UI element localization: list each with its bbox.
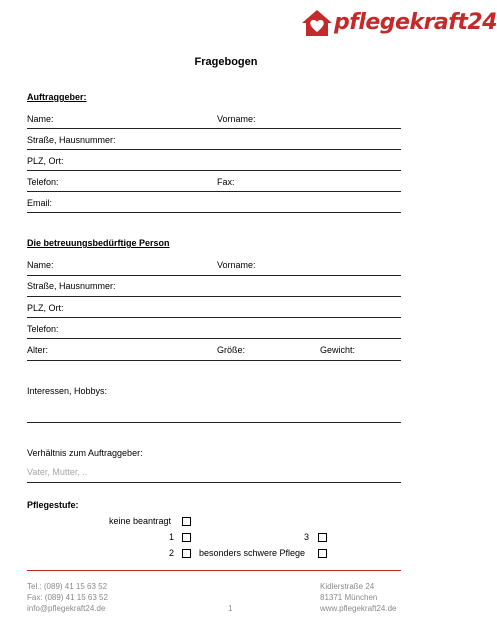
person-alter-line[interactable] xyxy=(27,360,401,361)
footer-web[interactable]: www.pflegekraft24.de xyxy=(320,604,397,613)
auftraggeber-email-line[interactable] xyxy=(27,212,401,213)
footer-tel: Tel.: (089) 41 15 63 52 xyxy=(27,582,108,591)
logo-text: pflegekraft24 xyxy=(334,10,497,35)
auftraggeber-name-label: Name: xyxy=(27,114,54,124)
auftraggeber-email-label: Email: xyxy=(27,198,53,208)
pflegestufe-2-label: 2 xyxy=(169,548,175,558)
auftraggeber-telefon-label: Telefon: xyxy=(27,177,59,187)
person-strasse-label: Straße, Hausnummer: xyxy=(27,281,116,291)
pflegestufe-3-checkbox[interactable] xyxy=(318,533,327,542)
person-interessen-line[interactable] xyxy=(27,422,401,423)
person-plz-label: PLZ, Ort: xyxy=(27,303,64,313)
auftraggeber-vorname-label: Vorname: xyxy=(217,114,256,124)
person-verhaeltnis-placeholder: Vater, Mutter, .. xyxy=(27,467,88,477)
person-vorname-label: Vorname: xyxy=(217,260,256,270)
person-interessen-label: Interessen, Hobbys: xyxy=(27,386,108,396)
person-verhaeltnis-label: Verhältnis zum Auftraggeber: xyxy=(27,448,143,458)
person-groesse-label: Größe: xyxy=(217,345,246,355)
auftraggeber-name-line[interactable] xyxy=(27,128,401,129)
person-name-label: Name: xyxy=(27,260,54,270)
person-name-line[interactable] xyxy=(27,275,401,276)
person-gewicht-label: Gewicht: xyxy=(320,345,356,355)
auftraggeber-strasse-line[interactable] xyxy=(27,149,401,150)
person-strasse-line[interactable] xyxy=(27,296,401,297)
footer-mail[interactable]: info@pflegekraft24.de xyxy=(27,604,106,613)
footer-rule xyxy=(27,570,401,571)
person-plz-line[interactable] xyxy=(27,317,401,318)
house-heart-icon xyxy=(300,8,334,38)
person-verhaeltnis-line[interactable] xyxy=(27,482,401,483)
auftraggeber-strasse-label: Straße, Hausnummer: xyxy=(27,135,116,145)
footer-fax: Fax: (089) 41 15 63 52 xyxy=(27,593,108,602)
page-number: 1 xyxy=(228,604,233,613)
pflegestufe-keine-label: keine beantragt xyxy=(109,516,172,526)
person-telefon-line[interactable] xyxy=(27,338,401,339)
auftraggeber-fax-label: Fax: xyxy=(217,177,235,187)
auftraggeber-plz-line[interactable] xyxy=(27,170,401,171)
section-heading-auftraggeber: Auftraggeber: xyxy=(27,92,87,102)
pflegestufe-1-checkbox[interactable] xyxy=(182,533,191,542)
person-telefon-label: Telefon: xyxy=(27,324,59,334)
footer-street: Kidlerstraße 24 xyxy=(320,582,375,591)
auftraggeber-telefon-line[interactable] xyxy=(27,191,401,192)
section-heading-person: Die betreuungsbedürftige Person xyxy=(27,238,170,248)
logo xyxy=(300,8,497,38)
footer-city: 81371 München xyxy=(320,593,378,602)
pflegestufe-1-label: 1 xyxy=(169,532,175,542)
pflegestufe-3-label: 3 xyxy=(304,532,310,542)
pflegestufe-besonders-label: besonders schwere Pflege xyxy=(199,548,306,558)
pflegestufe-besonders-checkbox[interactable] xyxy=(318,549,327,558)
person-alter-label: Alter: xyxy=(27,345,49,355)
pflegestufe-2-checkbox[interactable] xyxy=(182,549,191,558)
page-title: Fragebogen xyxy=(194,56,258,68)
pflegestufe-keine-checkbox[interactable] xyxy=(182,517,191,526)
auftraggeber-plz-label: PLZ, Ort: xyxy=(27,156,64,166)
pflegestufe-heading: Pflegestufe: xyxy=(27,500,79,510)
